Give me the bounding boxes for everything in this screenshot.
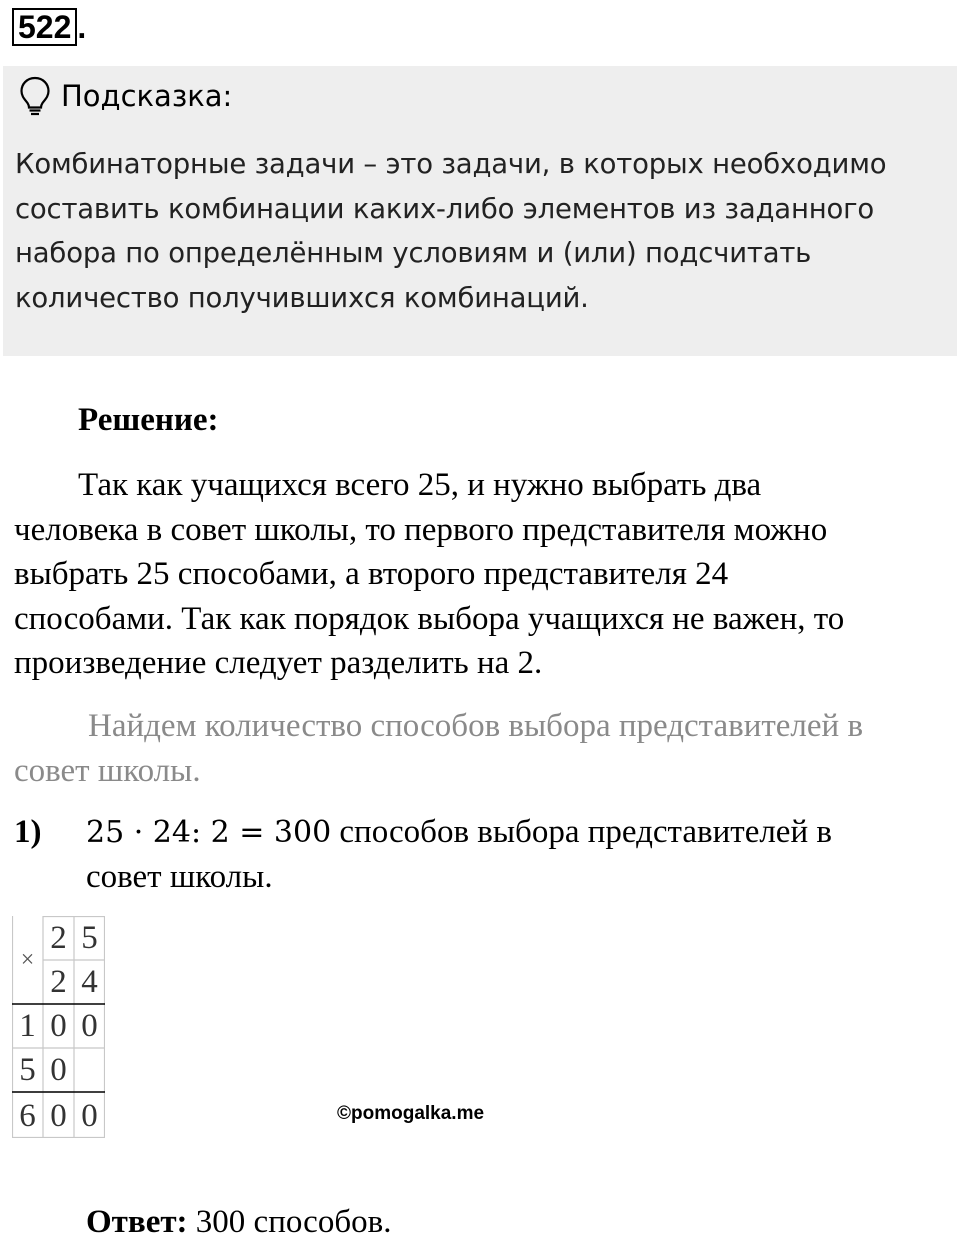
paragraph-line: человека в совет школы, то первого представителя можно xyxy=(14,511,828,548)
digit-cell: 0 xyxy=(50,1098,67,1134)
step-number: 1) xyxy=(14,814,42,850)
hint-line: количество получившихся комбинаций. xyxy=(15,281,589,314)
paragraph-line xyxy=(14,463,944,508)
answer-text: 300 способов. xyxy=(187,1204,392,1240)
hint-text xyxy=(15,142,945,320)
digit-cell: 5 xyxy=(81,920,98,956)
paragraph-line: способами. Так как порядок выбора учащихся не важен, то xyxy=(14,600,845,637)
hint-line: набора по определённым условиям и (или) подсчитать xyxy=(15,237,812,269)
task-number xyxy=(12,8,86,46)
digit-cell: 5 xyxy=(19,1052,36,1088)
hint-header xyxy=(19,76,232,116)
multiply-operator: × xyxy=(20,947,35,973)
gray-line xyxy=(14,704,944,749)
column-multiplication xyxy=(12,916,105,1138)
digit-cell: 6 xyxy=(19,1098,36,1134)
hint-block xyxy=(3,66,957,356)
digit-cell: 0 xyxy=(50,1008,67,1044)
watermark: ©pomogalka.me xyxy=(337,1103,485,1124)
step-text-line1: способов выбора представителей в xyxy=(331,814,832,850)
paragraph-line: произведение следует разделить на 2. xyxy=(14,645,543,681)
lightbulb-icon xyxy=(19,76,51,116)
hint-line: Комбинаторные задачи – это задачи, в которых необходимо xyxy=(15,148,887,180)
digit-cell: 0 xyxy=(81,1008,98,1044)
step-line: совет школы. xyxy=(86,859,273,895)
task-number-suffix: . xyxy=(77,9,87,45)
step-text xyxy=(86,810,906,899)
solution-paragraph xyxy=(14,463,944,686)
step-line xyxy=(86,810,906,855)
task-number-value: 522 xyxy=(18,9,72,45)
answer xyxy=(86,1200,391,1244)
hint-line: составить комбинации каких-либо элементов из заданного xyxy=(15,192,875,225)
paragraph-line-text: Так как учащихся всего 25, и нужно выбрать два xyxy=(78,467,762,503)
digit-cell: 0 xyxy=(81,1098,98,1134)
digit-cell: 2 xyxy=(50,920,67,956)
solution-title: Решение: xyxy=(78,402,219,438)
digit-cell: 1 xyxy=(19,1008,36,1044)
hint-title: Подсказка: xyxy=(61,79,233,113)
digit-cell: 2 xyxy=(50,964,67,1000)
gray-line: совет школы. xyxy=(14,752,201,789)
task-number-box xyxy=(12,8,77,46)
digit-cell: 0 xyxy=(50,1052,67,1088)
paragraph-line: выбрать 25 способами, а второго представителя 24 xyxy=(14,556,729,592)
gray-paragraph xyxy=(14,704,944,793)
answer-label: Ответ: xyxy=(86,1204,188,1240)
gray-line-text: Найдем количество способов выбора представителей в xyxy=(88,708,864,744)
step-formula: 25 · 24: 2 = 300 xyxy=(86,815,332,850)
digit-cell: 4 xyxy=(81,964,98,1000)
